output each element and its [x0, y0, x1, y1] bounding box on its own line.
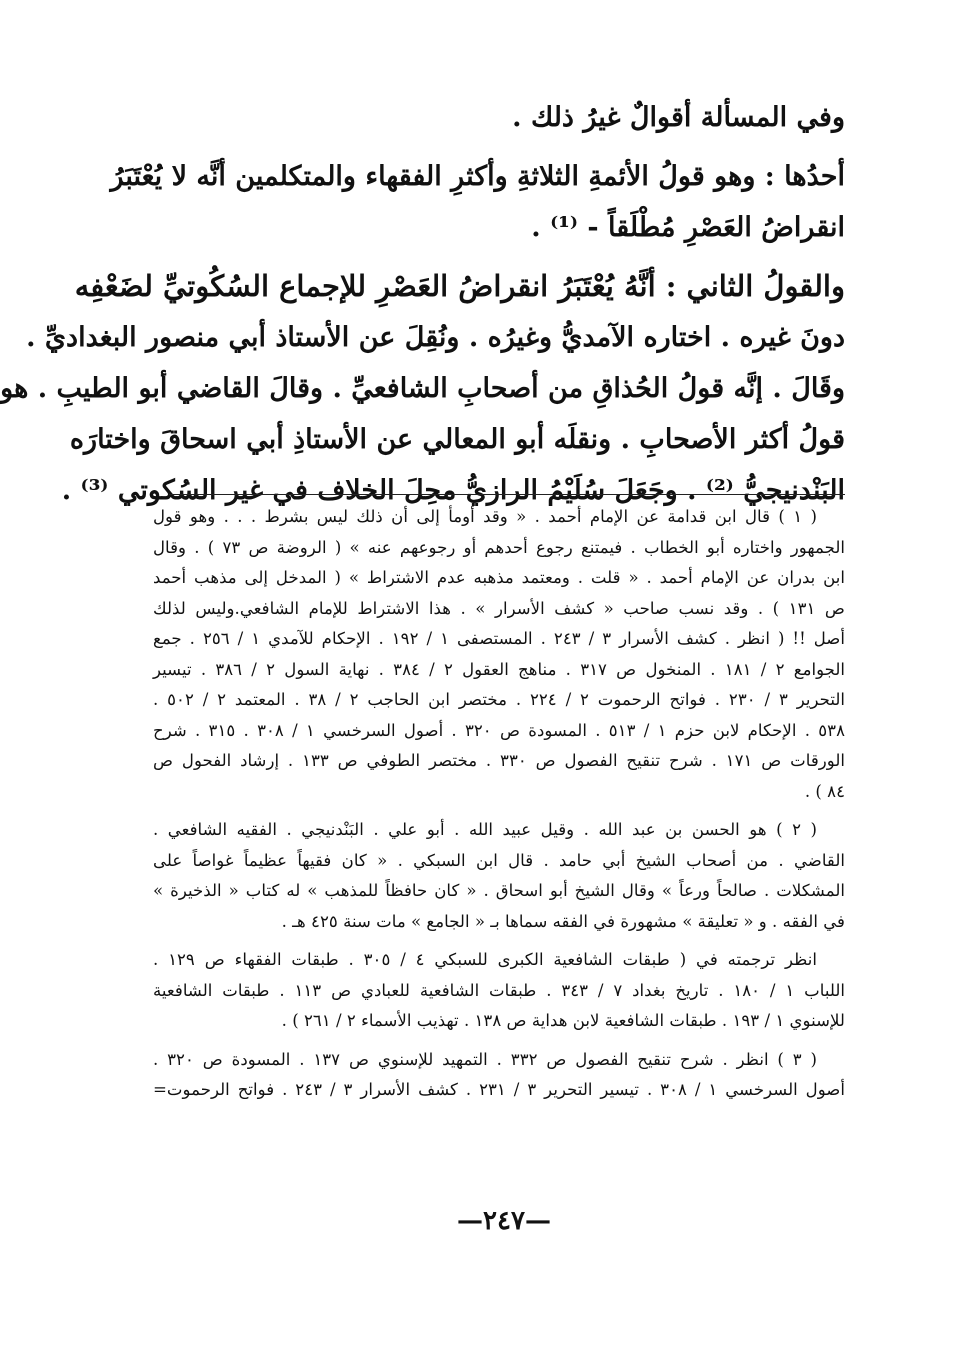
footnote-line: للإسنوي ١ / ١٩٣ . طبقات الشافعية لابن هداية ص ١٣٨ . تهذيب الأسماء ٢ / ٢٦١ ) . — [281, 1011, 845, 1030]
footnote-line: ( ١ ) قال ابن قدامة عن الإمام أحمد . « وقد أومأ إلى أن ذلك ليس بشرط . . . وهو قول — [153, 507, 818, 526]
footnote-line: الجوامع ٢ / ١٨١ . المنخول ص ٣١٧ . مناهج العقول ٢ / ٣٨٤ . نهاية السول ٢ / ٣٨٦ . تيسير — [153, 659, 846, 679]
paragraph-line: قولُ أكثر الأصحابِ . ونقلَه أبو المعالي عن الأستاذِ أبي اسحاقَ واختارَه — [69, 424, 845, 455]
footnote-line: في الفقه . و « تعليقة » مشهورة في الفقه سماها بـ « الجامع » مات سنة ٤٢٥ هـ . — [281, 911, 845, 931]
paragraph-line: أحدُها : وهو قولُ الأئمةِ الثلاثةِ وأكثرِ الفقهاء والمتكلمين أنَّه لا يُعْتَبَرُ — [110, 161, 845, 192]
footnote-line: ص ١٣١ ) . وقد نسب صاحب « كشف الأسرار » . هذا الاشتراط للإمام الشافعي.وليس لذلك — [153, 598, 845, 618]
footnote-3 — [153, 1045, 845, 1106]
paragraph-line: والقولُ الثاني : أنَّهُ يُعْتَبَرُ انقراضُ العَصْرِ للإجماع السُكُوتيِّ لضَعْفِه — [74, 269, 845, 303]
footnote-line: القاضي . من أصحاب الشيخ أبي حامد . قال ابن السبكي . « كان فقيهاً عظيماً غواصاً على — [153, 850, 845, 870]
footnote-divider — [169, 494, 845, 495]
footnote-line: ٨٤ ) . — [804, 781, 845, 801]
footnote-line: انظر ترجمته في ( طبقات الشافعية الكبرى للسبكي ٤ / ٣٠٥ . طبقات الفقهاء ص ١٢٩ . — [153, 950, 817, 969]
footnote-line: التحرير ٣ / ٢٣٠ . فواتح الرحموت ٢ / ٢٢٤ . مختصر ابن الحاجب ٢ / ٣٨ . المعتمد ٢ / ٥٠٢ . — [153, 690, 846, 709]
footnote-line: ابن بدران عن الإمام أحمد . « قلت . ومعتمد مذهبه عدم الاشتراط » ( المدخل إلى مذهب أحمد — [153, 568, 845, 587]
paragraph-line: انقراضُ العَصْرِ مُطْلَقاً - ⁽¹⁾ . — [531, 212, 845, 243]
paragraph-line: وقَالَ . إنَّه قولُ الحُذاقِ من أصحابِ الشافعيِّ . وقالَ القاضي أبو الطيبِ . هو — [0, 373, 845, 404]
footnote-line: الجمهور واختاره أبو الخطاب . فيمتنع رجوع أحدهم أو رجوعهم عنه » ( الروضة ص ٧٣ ) . وقال — [153, 537, 846, 557]
paragraph-line: البَنْدنيجيُّ ⁽²⁾ . وجَعَلَ سُلَيْمُ الرازيُّ محِلَ الخلاف في غير السُكوتي ⁽³⁾ . — [61, 475, 845, 506]
footnote-line: اللباب ١ / ١٨٠ . تاريخ بغداد ٧ / ٣٤٣ . طبقات الشافعية للعبادي ص ١١٣ . طبقات الشافعية — [153, 980, 845, 1000]
paragraph-line: دونَ غيره . اختاره الآمديُّ وغيرُه . ونُقِلَ عن الأستاذ أبي منصور البغداديِّ . — [26, 322, 845, 353]
footnote-line: ( ٣ ) انظر . شرح تنقيح الفصول ص ٣٣٢ . التمهيد للإسنوي ص ١٣٧ . المسودة ص ٣٢٠ . — [153, 1049, 817, 1069]
footnote-line: المشكلات . صالحاً ورعاً » وقال الشيخ أبو اسحاق . « كان حافظاً للمذهب » له كتاب « الذخيرة » — [153, 881, 845, 900]
footnotes — [153, 502, 845, 1106]
first-opinion-paragraph — [110, 151, 845, 253]
footnote-1 — [153, 502, 845, 807]
footnote-2 — [153, 815, 845, 1037]
footnote-line: ٥٣٨ . الإحكام لابن حزم ١ / ٥١٣ . المسودة ص ٣٢٠ . أصول السرخسي ١ / ٣٠٨ . ٣١٥ . شرح — [153, 720, 846, 740]
footnote-line: أصل !! ( انظر . كشف الأسرار ٣ / ٢٤٣ . المستصفى ١ / ١٩٢ . الإحكام للآمدي ١ / ٢٥٦ . جمع — [153, 629, 846, 648]
footnote-line: أصول السرخسي ١ / ٣٠٨ . تيسير التحرير ٣ / ٢٣١ . كشف الأسرار ٣ / ٢٤٣ . فواتح الرحموت= — [153, 1080, 846, 1099]
footnote-line: ( ٢ ) هو الحسن بن عبد الله . وقيل عبيد الله . أبو علي . البَنْدنيجي . الفقيه الشافعي . — [153, 820, 817, 839]
second-opinion-paragraph — [0, 261, 845, 516]
page-number: —٢٤٧— — [457, 1206, 551, 1236]
footnote-line: الورقات ص ١٧١ . شرح تنقيح الفصول ص ٣٣٠ . مختصر الطوفي ص ١٣٣ . إرشاد الفحول ص — [153, 751, 845, 770]
intro-line: وفي المسألة أقوالٌ غيرُ ذلك . — [512, 102, 845, 133]
main-text — [0, 92, 845, 516]
